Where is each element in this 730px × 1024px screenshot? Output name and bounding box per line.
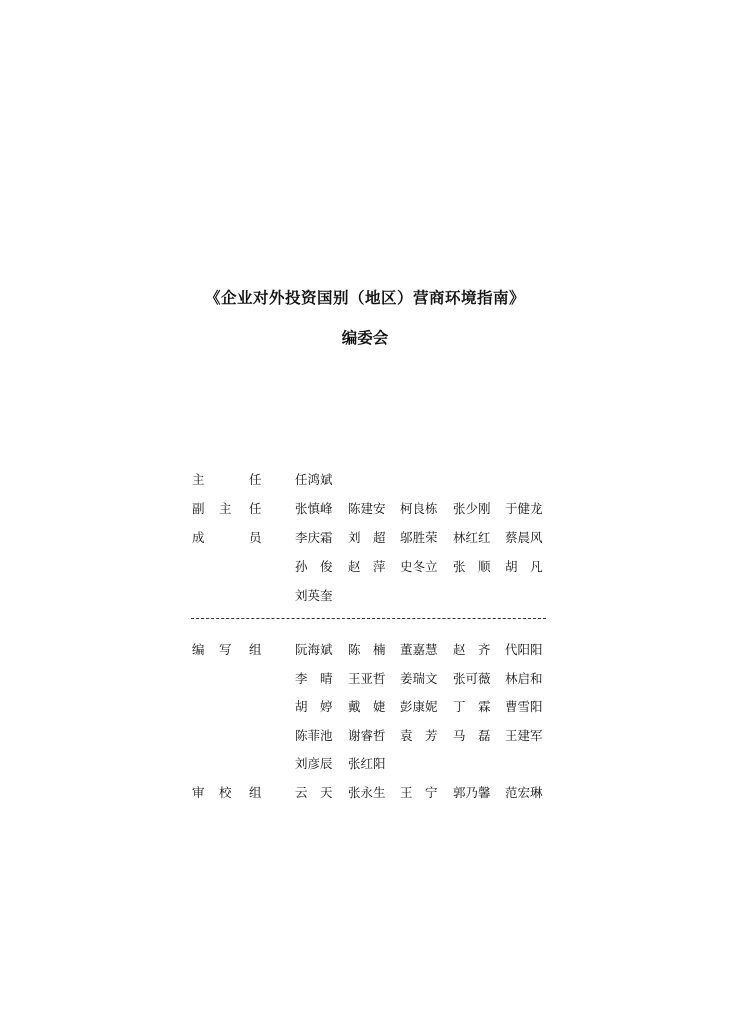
role-char: 写 xyxy=(219,642,232,657)
role-char: 校 xyxy=(219,784,232,800)
document-title: 《企业对外投资国别（地区）营商环境指南》 xyxy=(204,289,525,307)
member-name: 邬胜荣 xyxy=(400,530,438,545)
roster-row xyxy=(0,783,730,803)
roster-row xyxy=(0,669,730,689)
member-name: 孙 俊 xyxy=(295,559,333,574)
member-name: 范宏琳 xyxy=(505,784,543,800)
roster-row xyxy=(0,586,730,606)
member-name: 王亚哲 xyxy=(348,670,386,686)
role-char: 任 xyxy=(249,472,262,487)
role-char: 成 xyxy=(192,530,205,545)
roster-row xyxy=(0,470,730,490)
roster-row xyxy=(0,499,730,519)
member-name: 谢睿哲 xyxy=(348,727,386,743)
roster-row xyxy=(0,640,730,660)
member-name: 李庆霜 xyxy=(295,530,333,545)
role-char: 员 xyxy=(249,530,262,545)
member-name: 陈建安 xyxy=(348,501,386,516)
role-label xyxy=(192,470,262,490)
member-name: 代阳阳 xyxy=(505,642,543,657)
role-label xyxy=(192,499,262,519)
member-name: 彭康妮 xyxy=(400,699,438,714)
role-char: 审 xyxy=(192,784,205,800)
member-name: 丁 霖 xyxy=(453,699,491,714)
roster-row xyxy=(0,557,730,577)
roster-row xyxy=(0,697,730,717)
member-name: 刘 超 xyxy=(348,530,386,545)
member-name: 戴 婕 xyxy=(348,699,386,714)
member-name: 张 顺 xyxy=(453,559,491,574)
role-char: 组 xyxy=(249,784,262,800)
member-name: 张永生 xyxy=(348,784,386,800)
member-name: 胡 婷 xyxy=(295,699,333,714)
member-name: 曹雪阳 xyxy=(505,699,543,714)
member-name: 马 磊 xyxy=(453,727,491,743)
role-char: 主 xyxy=(192,472,205,487)
member-name: 张可薇 xyxy=(453,670,491,686)
role-label xyxy=(192,640,262,660)
role-label xyxy=(192,783,262,803)
member-name: 任鸿斌 xyxy=(295,472,333,487)
member-name: 张红阳 xyxy=(348,756,386,771)
role-char: 组 xyxy=(249,642,262,657)
member-name: 姜瑞文 xyxy=(400,670,438,686)
member-name: 林启和 xyxy=(505,670,543,686)
member-name: 刘英奎 xyxy=(295,588,333,603)
member-name: 张慎峰 xyxy=(295,501,333,516)
member-name: 赵 萍 xyxy=(348,559,386,574)
member-name: 林红红 xyxy=(453,530,491,545)
role-char: 主 xyxy=(219,501,232,516)
committee-heading: 编委会 xyxy=(341,329,389,347)
role-char: 任 xyxy=(249,501,262,516)
role-char: 编 xyxy=(192,642,205,657)
member-name: 胡 凡 xyxy=(505,559,543,574)
member-name: 赵 齐 xyxy=(453,642,491,657)
member-name: 刘彦辰 xyxy=(295,756,333,771)
member-name: 袁 芳 xyxy=(400,727,438,743)
roster-row xyxy=(0,528,730,548)
member-name: 陈 楠 xyxy=(348,642,386,657)
roster-row xyxy=(0,726,730,746)
role-label xyxy=(192,528,262,548)
member-name: 蔡晨风 xyxy=(505,530,543,545)
member-name: 于健龙 xyxy=(505,501,543,516)
member-name: 董嘉慧 xyxy=(400,642,438,657)
member-name: 李 晴 xyxy=(295,670,333,686)
member-name: 史冬立 xyxy=(400,559,438,574)
member-name: 郭乃馨 xyxy=(453,784,491,800)
member-name: 阮海斌 xyxy=(295,642,333,657)
member-name: 柯良栋 xyxy=(400,501,438,516)
member-name: 王 宁 xyxy=(400,784,438,800)
role-char: 副 xyxy=(192,501,205,516)
member-name: 云 天 xyxy=(295,784,333,800)
member-name: 张少刚 xyxy=(453,501,491,516)
member-name: 陈菲池 xyxy=(295,727,333,743)
member-name: 王建军 xyxy=(505,727,543,743)
roster-row xyxy=(0,754,730,774)
section-divider xyxy=(191,618,546,619)
